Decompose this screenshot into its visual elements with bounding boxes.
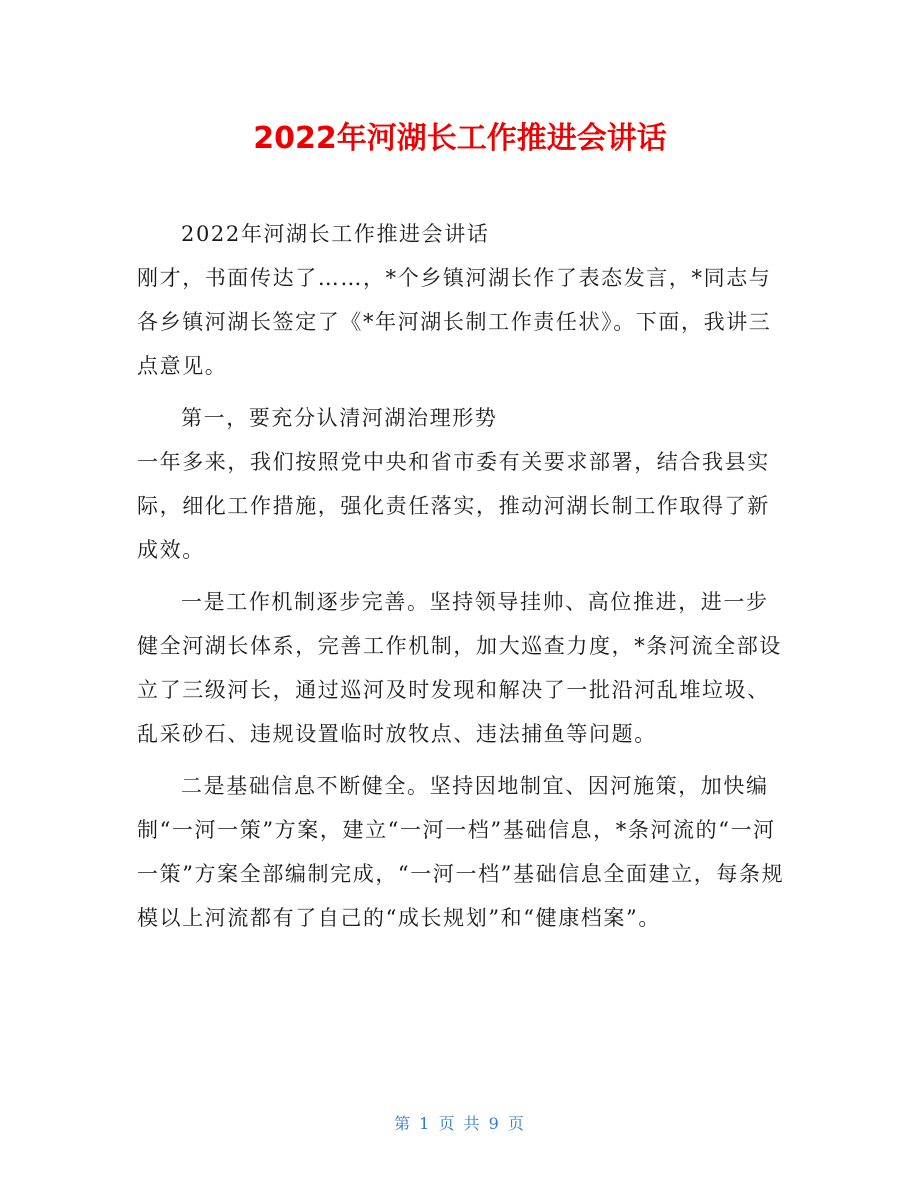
paragraph-point-one: 一是工作机制逐步完善。坚持领导挂帅、高位推进，进一步健全河湖长体系，完善工作机制，加大巡查力度，*条河流全部设立了三级河长，通过巡河及时发现和解决了一批沿河乱堆垃圾、乱采砂石、违规设置临时放牧点、违法捕鱼等问题。	[137, 590, 782, 746]
page-indicator: 第 1 页 共 9 页	[394, 1114, 526, 1133]
paragraph-opening: 刚才，书面传达了……，*个乡镇河湖长作了表态发言，*同志与各乡镇河湖长签定了《*年河湖长制工作责任状》。下面，我讲三点意见。	[137, 266, 772, 378]
paragraph-subtitle: 2022年河湖长工作推进会讲话	[181, 222, 490, 246]
paragraph-point-two: 二是基础信息不断健全。坚持因地制宜、因河施策，加快编制“一河一策”方案，建立“一河一档”基础信息，*条河流的“一河一策”方案全部编制完成，“一河一档”基础信息全面建立，每条规模以上河流都有了自己的“成长规划”和“健康档案”。	[137, 774, 785, 930]
document-title: 2022年河湖长工作推进会讲话	[253, 121, 667, 156]
paragraph-section-heading: 第一，要充分认清河湖治理形势	[181, 406, 498, 430]
document-body	[137, 212, 787, 940]
paragraph-achievements: 一年多来，我们按照党中央和省市委有关要求部署，结合我县实际，细化工作措施，强化责任落实，推动河湖长制工作取得了新成效。	[137, 450, 770, 562]
